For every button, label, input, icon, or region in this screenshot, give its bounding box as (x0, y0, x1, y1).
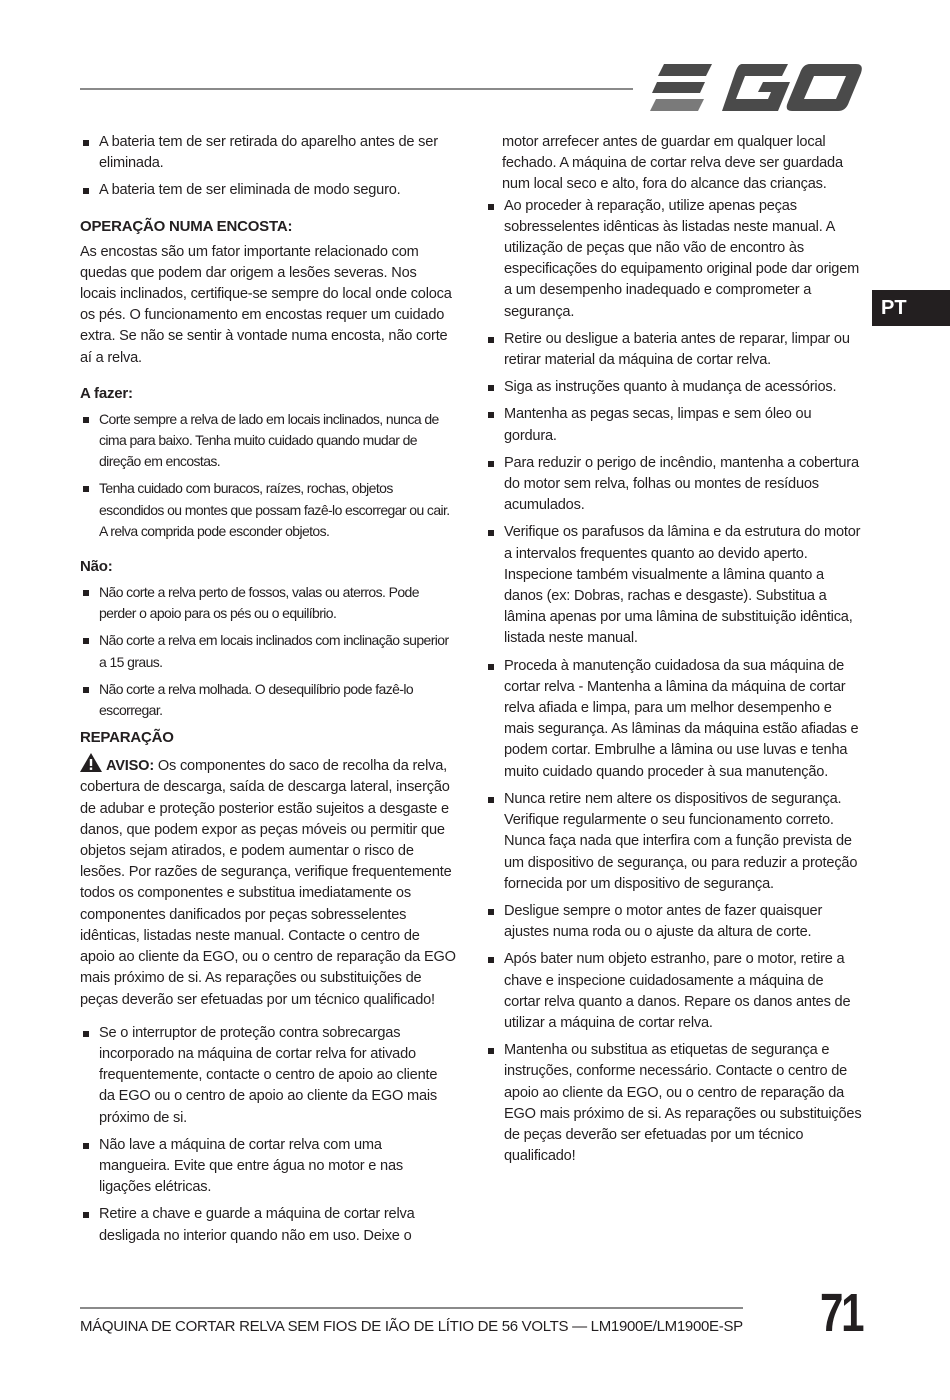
footer-rule (80, 1307, 743, 1309)
list-item: Nunca retire nem altere os dispositivos de segurança. Verifique regularmente o seu funcionamento correto. Nunca faça nada que interfira com a função prevista de um dispositivo de segurança, ou para reduzir a proteção fornecida por um dispositivo de segurança. (485, 789, 863, 895)
footer-title: MÁQUINA DE CORTAR RELVA SEM FIOS DE IÃO DE LÍTIO DE 56 VOLTS — LM1900E/LM1900E-SP (80, 1318, 743, 1335)
list-item: Proceda à manutenção cuidadosa da sua máquina de cortar relva - Mantenha a lâmina da máquina de cortar relva afiada e limpa, para um melhor desempenho e mais segurança. As lâminas da máquina estão afiadas e podem cortar. Embrulhe a lâmina ou use luvas e tenha muito cuidado quando proceder à sua manutenção. (485, 656, 863, 783)
dont-list (80, 582, 456, 721)
dont-heading: Não: (80, 558, 113, 576)
list-item: Mantenha as pegas secas, limpas e sem óleo ou gordura. (485, 404, 863, 446)
right-column (485, 132, 863, 1173)
header-rule (80, 88, 633, 90)
list-item: Retire a chave e guarde a máquina de cortar relva desligada no interior quando não em uso. Deixe o (80, 1204, 456, 1246)
slope-heading: OPERAÇÃO NUMA ENCOSTA: (80, 217, 293, 235)
list-item: Corte sempre a relva de lado em locais inclinados, nunca de cima para baixo. Tenha muito cuidado quando mudar de direção em encostas. (80, 409, 456, 473)
repair-heading: REPARAÇÃO (80, 729, 174, 747)
page-number: 71 (820, 1283, 863, 1343)
list-item: Para reduzir o perigo de incêndio, mantenha a cobertura do motor sem relva, folhas ou montes de resíduos acumulados. (485, 453, 863, 517)
list-item: Ao proceder à reparação, utilize apenas peças sobresselentes idênticas às listadas neste manual. A utilização de peças que não vão de encontro às especificações do equipamento original pode dar origem a um desempenho inadequado e comprometer a segurança. (485, 196, 863, 323)
list-item: Tenha cuidado com buracos, raízes, rochas, objetos escondidos ou montes que possam fazê-lo escorregar ou cair. A relva comprida pode esconder objetos. (80, 478, 456, 542)
list-item: Não corte a relva em locais inclinados com inclinação superior a 15 graus. (80, 630, 456, 672)
warning-triangle-icon (80, 753, 102, 772)
list-item: Verifique os parafusos da lâmina e da estrutura do motor a intervalos frequentes quanto ao devido aperto. Inspecione também visualmente a lâmina quanto a danos (ex: Dobras, rachas e desgaste). Substitua a lâmina apenas por uma lâmina de substituição idêntica, listada neste manual. (485, 522, 863, 649)
repair-bullets (80, 1023, 456, 1247)
battery-bullets (80, 132, 456, 202)
warning-label: AVISO: (106, 758, 154, 775)
continued-paragraph: motor arrefecer antes de guardar em qualquer local fechado. A máquina de cortar relva deve ser guardada num local seco e alto, fora do alcance das crianças. (502, 134, 843, 193)
list-item: Não corte a relva perto de fossos, valas ou aterros. Pode perder o apoio para os pés ou o equilíbrio. (80, 582, 456, 624)
warning-text: Os componentes do saco de recolha da relva, cobertura de descarga, saída de descarga lateral, inserção de adubar e proteção posterior estão sujeitos a desgaste e danos, que podem expor as peças móveis ou permitir que objetos sejam atirados, e podem aumentar o risco de lesões. Por razões de segurança, verifique frequentemente todos os componentes e substitua imediatamente os componentes danificados por peças sobresselentes idênticas, listadas neste manual. Contacte o centro de apoio ao cliente da EGO, ou o centro de reparação da EGO mais próximo de si. As reparações ou substituições de peças deverão ser efetuadas por um técnico qualificado! (80, 758, 456, 1008)
list-item: Não lave a máquina de cortar relva com uma mangueira. Evite que entre água no motor e nas ligações elétricas. (80, 1135, 456, 1199)
list-item: A bateria tem de ser eliminada de modo seguro. (80, 180, 456, 201)
ego-logo (650, 64, 862, 112)
left-column (80, 132, 456, 1253)
list-item: Não corte a relva molhada. O desequilíbrio pode fazê-lo escorregar. (80, 679, 456, 721)
slope-paragraph: As encostas são um fator importante relacionado com quedas que podem dar origem a lesões severas. Nos locais inclinados, certifique-se sempre do local onde coloca os pés. O funcionamento em encostas requer um cuidado extra. Se não se sentir à vontade numa encosta, não corte aí a relva. (80, 243, 452, 366)
do-heading: A fazer: (80, 384, 133, 402)
list-item: Siga as instruções quanto à mudança de acessórios. (485, 377, 863, 398)
list-item: Após bater num objeto estranho, pare o motor, retire a chave e inspecione cuidadosamente a máquina de cortar relva quanto a danos. Repare os danos antes de utilizar a máquina de cortar relva. (485, 949, 863, 1034)
brand-text: EGO (650, 64, 653, 65)
do-list (80, 409, 456, 542)
warning-paragraph (80, 753, 456, 1010)
list-item: Desligue sempre o motor antes de fazer quaisquer ajustes numa roda ou o ajuste da altura de corte. (485, 901, 863, 943)
list-item: Mantenha ou substitua as etiquetas de segurança e instruções, conforme necessário. Contacte o centro de apoio ao cliente da EGO, ou o centro de reparação da EGO mais próximo de si. As reparações ou substituições de peças deverão ser efetuadas por um técnico qualificado! (485, 1040, 863, 1167)
maintenance-bullets (485, 196, 863, 1168)
language-tab: PT (872, 290, 950, 326)
list-item: Retire ou desligue a bateria antes de reparar, limpar ou retirar material da máquina de cortar relva. (485, 329, 863, 371)
list-item: Se o interruptor de proteção contra sobrecargas incorporado na máquina de cortar relva for ativado frequentemente, contacte o centro de apoio ao cliente da EGO ou o centro de apoio ao cliente da EGO mais próximo de si. (80, 1023, 456, 1129)
list-item: A bateria tem de ser retirada do aparelho antes de ser eliminada. (80, 132, 456, 174)
